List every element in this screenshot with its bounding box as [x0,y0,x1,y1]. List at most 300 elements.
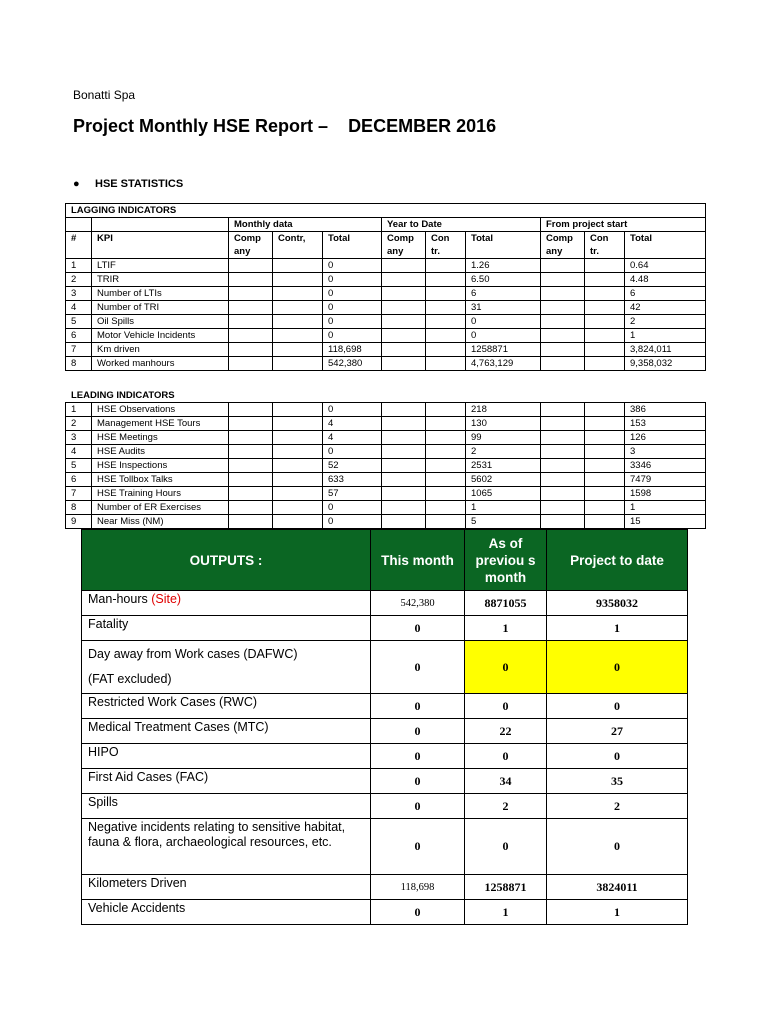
monthly-company [229,357,273,371]
monthly-contr [273,301,323,315]
previous-month-value: 0 [465,744,547,769]
row-number: 6 [66,329,92,343]
ytd-company [382,301,426,315]
start-total: 3 [625,445,706,459]
row-number: 4 [66,301,92,315]
kpi-name: HSE Meetings [92,431,229,445]
monthly-contr [273,487,323,501]
monthly-contr [273,329,323,343]
output-row [82,819,688,875]
kpi-name: Number of TRI [92,301,229,315]
start-contr [585,315,625,329]
row-number: 2 [66,273,92,287]
col-company: Comp any [382,232,426,259]
previous-month-value: 8871055 [465,591,547,616]
ytd-company [382,273,426,287]
start-total: 1 [625,329,706,343]
start-total: 2 [625,315,706,329]
start-total: 7479 [625,473,706,487]
monthly-total: 4 [323,431,382,445]
kpi-name: HSE Tollbox Talks [92,473,229,487]
kpi-name: HSE Training Hours [92,487,229,501]
output-row [82,900,688,925]
start-company [541,459,585,473]
start-total: 6 [625,287,706,301]
output-label [82,819,371,875]
ytd-company [382,473,426,487]
previous-month-value: 34 [465,769,547,794]
section-heading [73,178,183,190]
output-label-text: Kilometers Driven [88,876,187,890]
table-row [66,315,706,329]
project-to-date-value: 0 [547,641,688,694]
monthly-company [229,259,273,273]
ytd-total: 1 [466,501,541,515]
output-label [82,719,371,744]
lagging-indicators-table [65,203,706,371]
output-label-text: Negative incidents relating to sensitive habitat, fauna & flora, archaeological resources, etc. [88,820,346,849]
monthly-company [229,417,273,431]
row-number: 2 [66,417,92,431]
ytd-contr [426,473,466,487]
table-row [66,273,706,287]
row-number: 7 [66,487,92,501]
previous-month-value: 22 [465,719,547,744]
outputs-header-this-month: This month [371,530,465,591]
monthly-company [229,445,273,459]
start-total: 15 [625,515,706,529]
kpi-name: Oil Spills [92,315,229,329]
table-row [66,343,706,357]
ytd-company [382,445,426,459]
kpi-name: Worked manhours [92,357,229,371]
kpi-name: HSE Observations [92,403,229,417]
this-month-value: 0 [371,694,465,719]
monthly-contr [273,357,323,371]
row-number: 8 [66,501,92,515]
ytd-total: 31 [466,301,541,315]
group-start: From project start [541,218,706,232]
col-company: Comp any [541,232,585,259]
this-month-value: 0 [371,769,465,794]
monthly-company [229,515,273,529]
ytd-contr [426,329,466,343]
outputs-header-project-to-date: Project to date [547,530,688,591]
start-company [541,343,585,357]
project-to-date-value: 2 [547,794,688,819]
output-label-text: Fatality [88,617,129,631]
output-label [82,694,371,719]
output-row [82,875,688,900]
row-number: 7 [66,343,92,357]
start-total: 3,824,011 [625,343,706,357]
row-number: 3 [66,287,92,301]
start-company [541,287,585,301]
start-contr [585,329,625,343]
table-row [66,445,706,459]
ytd-total: 5 [466,515,541,529]
ytd-contr [426,417,466,431]
monthly-total: 4 [323,417,382,431]
col-total: Total [466,232,541,259]
ytd-total: 130 [466,417,541,431]
monthly-total: 542,380 [323,357,382,371]
kpi-name: TRIR [92,273,229,287]
leading-indicators-table [65,402,706,529]
monthly-total: 0 [323,445,382,459]
kpi-name: Near Miss (NM) [92,515,229,529]
start-company [541,501,585,515]
ytd-total: 4,763,129 [466,357,541,371]
row-number: 3 [66,431,92,445]
ytd-company [382,459,426,473]
start-contr [585,259,625,273]
this-month-value: 0 [371,616,465,641]
ytd-contr [426,515,466,529]
start-total: 153 [625,417,706,431]
ytd-company [382,431,426,445]
project-to-date-value: 0 [547,694,688,719]
start-contr [585,417,625,431]
kpi-name: Number of ER Exercises [92,501,229,515]
ytd-contr [426,287,466,301]
start-contr [585,403,625,417]
ytd-contr [426,487,466,501]
project-to-date-value: 27 [547,719,688,744]
ytd-total: 218 [466,403,541,417]
table-row [66,329,706,343]
ytd-company [382,287,426,301]
start-company [541,329,585,343]
start-contr [585,487,625,501]
ytd-company [382,343,426,357]
start-contr [585,343,625,357]
project-to-date-value: 1 [547,900,688,925]
row-number: 1 [66,403,92,417]
col-total: Total [323,232,382,259]
output-label [82,794,371,819]
ytd-total: 2531 [466,459,541,473]
ytd-company [382,487,426,501]
start-company [541,515,585,529]
monthly-contr [273,343,323,357]
ytd-contr [426,403,466,417]
output-label-text: Medical Treatment Cases (MTC) [88,720,269,734]
start-total: 1598 [625,487,706,501]
this-month-value: 0 [371,719,465,744]
output-label [82,641,371,694]
monthly-company [229,273,273,287]
start-contr [585,515,625,529]
monthly-contr [273,273,323,287]
ytd-total: 1258871 [466,343,541,357]
table-row [66,301,706,315]
output-row [82,694,688,719]
this-month-value: 0 [371,641,465,694]
project-to-date-value: 0 [547,819,688,875]
previous-month-value: 0 [465,694,547,719]
previous-month-value: 1 [465,616,547,641]
monthly-total: 0 [323,301,382,315]
monthly-total: 118,698 [323,343,382,357]
kpi-name: LTIF [92,259,229,273]
ytd-total: 6.50 [466,273,541,287]
start-contr [585,445,625,459]
lagging-title: LAGGING INDICATORS [66,204,706,218]
output-row [82,769,688,794]
output-row [82,641,688,694]
start-company [541,487,585,501]
output-label-text: Spills [88,795,118,809]
previous-month-value: 2 [465,794,547,819]
start-contr [585,273,625,287]
monthly-total: 0 [323,329,382,343]
monthly-contr [273,403,323,417]
col-contr: Contr, [273,232,323,259]
kpi-name: Motor Vehicle Incidents [92,329,229,343]
ytd-contr [426,273,466,287]
outputs-header-previous-month: As of previou s month [465,530,547,591]
this-month-value: 542,380 [371,591,465,616]
col-company: Comp any [229,232,273,259]
monthly-total: 0 [323,287,382,301]
output-label-text: Vehicle Accidents [88,901,186,915]
ytd-company [382,259,426,273]
kpi-name: HSE Audits [92,445,229,459]
start-total: 3346 [625,459,706,473]
row-number: 5 [66,459,92,473]
previous-month-value: 1 [465,900,547,925]
output-label [82,744,371,769]
kpi-name: HSE Inspections [92,459,229,473]
monthly-company [229,473,273,487]
output-row [82,719,688,744]
output-row [82,744,688,769]
monthly-company [229,329,273,343]
col-total: Total [625,232,706,259]
start-company [541,259,585,273]
col-contr: Con tr. [585,232,625,259]
title-period: DECEMBER 2016 [348,116,497,136]
monthly-company [229,431,273,445]
col-contr: Con tr. [426,232,466,259]
monthly-contr [273,431,323,445]
monthly-total: 57 [323,487,382,501]
monthly-contr [273,445,323,459]
start-contr [585,301,625,315]
output-label-site: (Site) [151,592,182,606]
report-title [73,116,496,137]
table-row [66,459,706,473]
start-company [541,301,585,315]
ytd-contr [426,501,466,515]
start-company [541,273,585,287]
start-contr [585,459,625,473]
ytd-total: 0 [466,329,541,343]
table-row [66,431,706,445]
table-row [66,287,706,301]
monthly-contr [273,501,323,515]
kpi-name: Km driven [92,343,229,357]
kpi-name: Number of LTIs [92,287,229,301]
ytd-contr [426,259,466,273]
title-main: Project Monthly HSE Report – [73,116,329,136]
ytd-contr [426,431,466,445]
previous-month-value: 1258871 [465,875,547,900]
monthly-total: 0 [323,501,382,515]
ytd-total: 5602 [466,473,541,487]
ytd-total: 99 [466,431,541,445]
project-to-date-value: 3824011 [547,875,688,900]
col-num: # [66,232,92,259]
ytd-total: 2 [466,445,541,459]
ytd-company [382,315,426,329]
output-row [82,591,688,616]
output-label-text: HIPO [88,745,119,759]
table-row [66,487,706,501]
start-company [541,473,585,487]
monthly-total: 633 [323,473,382,487]
project-to-date-value: 1 [547,616,688,641]
project-to-date-value: 9358032 [547,591,688,616]
row-number: 8 [66,357,92,371]
output-label [82,900,371,925]
monthly-total: 0 [323,273,382,287]
ytd-contr [426,445,466,459]
ytd-total: 1065 [466,487,541,501]
start-contr [585,473,625,487]
start-company [541,315,585,329]
start-company [541,431,585,445]
monthly-company [229,315,273,329]
row-number: 9 [66,515,92,529]
ytd-contr [426,357,466,371]
table-row [66,403,706,417]
start-total: 42 [625,301,706,315]
monthly-contr [273,473,323,487]
output-row [82,794,688,819]
table-row [66,417,706,431]
ytd-total: 6 [466,287,541,301]
output-row [82,616,688,641]
ytd-contr [426,315,466,329]
this-month-value: 0 [371,900,465,925]
this-month-value: 0 [371,744,465,769]
start-company [541,403,585,417]
ytd-contr [426,301,466,315]
monthly-company [229,459,273,473]
previous-month-value: 0 [465,641,547,694]
bullet-icon: ● [73,178,80,190]
start-company [541,445,585,459]
output-label [82,616,371,641]
start-contr [585,287,625,301]
monthly-company [229,487,273,501]
row-number: 4 [66,445,92,459]
row-number: 5 [66,315,92,329]
table-row [66,357,706,371]
kpi-name: Management HSE Tours [92,417,229,431]
ytd-company [382,501,426,515]
ytd-total: 0 [466,315,541,329]
project-to-date-value: 35 [547,769,688,794]
ytd-company [382,417,426,431]
group-ytd: Year to Date [382,218,541,232]
ytd-company [382,403,426,417]
monthly-company [229,501,273,515]
monthly-company [229,287,273,301]
output-label [82,591,371,616]
monthly-contr [273,515,323,529]
output-label [82,769,371,794]
project-to-date-value: 0 [547,744,688,769]
table-row [66,501,706,515]
start-total: 386 [625,403,706,417]
start-contr [585,501,625,515]
monthly-contr [273,417,323,431]
this-month-value: 0 [371,819,465,875]
group-monthly: Monthly data [229,218,382,232]
output-label-text: Day away from Work cases (DAFWC) [88,647,298,661]
outputs-table [81,529,688,925]
monthly-total: 52 [323,459,382,473]
start-contr [585,431,625,445]
monthly-company [229,403,273,417]
table-row [66,515,706,529]
this-month-value: 0 [371,794,465,819]
start-total: 4.48 [625,273,706,287]
monthly-total: 0 [323,403,382,417]
start-total: 126 [625,431,706,445]
ytd-company [382,357,426,371]
monthly-company [229,343,273,357]
start-total: 0.64 [625,259,706,273]
ytd-contr [426,343,466,357]
table-row [66,473,706,487]
output-label-note: (FAT excluded) [88,672,172,686]
start-company [541,357,585,371]
table-row [66,259,706,273]
leading-title: LEADING INDICATORS [71,390,175,401]
monthly-total: 0 [323,315,382,329]
previous-month-value: 0 [465,819,547,875]
start-company [541,417,585,431]
output-label-text: Restricted Work Cases (RWC) [88,695,258,709]
monthly-contr [273,315,323,329]
monthly-contr [273,459,323,473]
row-number: 6 [66,473,92,487]
start-total: 9,358,032 [625,357,706,371]
monthly-contr [273,259,323,273]
section-label: HSE STATISTICS [95,178,184,190]
start-total: 1 [625,501,706,515]
monthly-contr [273,287,323,301]
output-label-text: First Aid Cases (FAC) [88,770,209,784]
row-number: 1 [66,259,92,273]
ytd-company [382,515,426,529]
outputs-header-label: OUTPUTS : [82,530,371,591]
col-kpi: KPI [92,232,229,259]
monthly-total: 0 [323,259,382,273]
output-label-text: Man-hours [88,592,152,606]
start-contr [585,357,625,371]
ytd-total: 1.26 [466,259,541,273]
monthly-company [229,301,273,315]
ytd-company [382,329,426,343]
ytd-contr [426,459,466,473]
company-name: Bonatti Spa [73,88,136,102]
output-label [82,875,371,900]
